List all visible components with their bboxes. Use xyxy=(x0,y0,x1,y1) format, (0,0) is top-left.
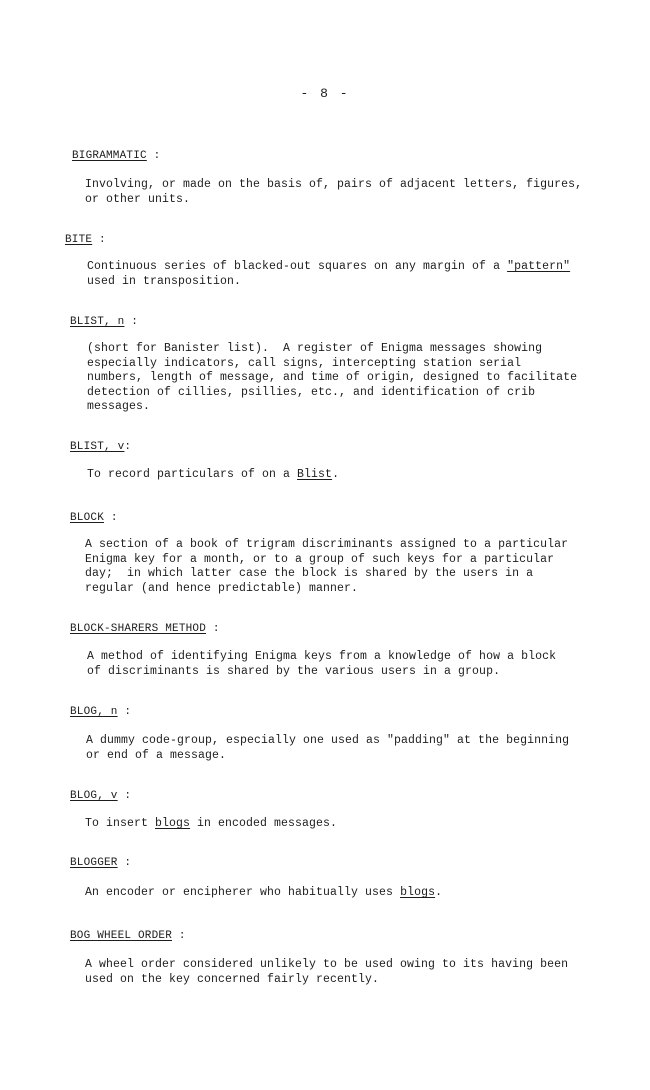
entry-headword: BLIST, v xyxy=(70,441,125,453)
page-number: - 8 - xyxy=(300,86,350,101)
definition-text: . xyxy=(332,468,340,481)
entry-separator: : xyxy=(206,623,220,635)
entry-headword: BOG WHEEL ORDER xyxy=(70,930,173,942)
entry-separator: : xyxy=(117,790,132,802)
entry-term xyxy=(70,441,131,453)
entry-definition xyxy=(87,468,597,483)
definition-text: A wheel order considered unlikely to be used owing to its having been used on the key concerned fairly recently. xyxy=(85,958,569,986)
entry-separator: : xyxy=(117,706,132,718)
entry-definition xyxy=(85,178,595,207)
definition-text: Continuous series of blacked-out squares on any margin of a xyxy=(87,260,508,273)
definition-text: An encoder or encipherer who habitually uses xyxy=(85,886,401,899)
entry-separator: : xyxy=(146,150,161,162)
entry-term xyxy=(70,623,220,635)
definition-text: To record particulars of on a xyxy=(87,468,298,481)
entry-headword: BLOG, v xyxy=(70,790,118,802)
entry-definition xyxy=(85,538,595,596)
entry-term xyxy=(70,930,186,942)
entry-separator: : xyxy=(92,234,106,246)
definition-text: A method of identifying Enigma keys from a knowledge of how a block of discriminants is shared by the various users in a group. xyxy=(87,650,557,678)
entry-headword: BLOGGER xyxy=(70,857,118,869)
entry-definition xyxy=(85,886,595,901)
definition-text: (short for Banister list). A register of Enigma messages showing especially indicators, call signs, intercepting station serial numbers, length of message, and time of origin, designed to facilitate detection of cillies, psillies, etc., and identification of crib messages. xyxy=(87,342,578,413)
entry-term xyxy=(70,790,131,802)
entry-term xyxy=(70,706,131,718)
cross-reference-term: blogs xyxy=(155,817,191,830)
definition-text: used in transposition. xyxy=(87,274,242,288)
entry-definition xyxy=(86,734,596,763)
entry-headword: BLOCK-SHARERS METHOD xyxy=(70,623,207,635)
definition-text: . xyxy=(435,886,443,899)
cross-reference-term: Blist xyxy=(297,468,333,481)
entry-headword: BLOG, n xyxy=(70,706,118,718)
entry-term xyxy=(70,316,138,328)
entry-separator: : xyxy=(104,512,118,524)
entry-definition xyxy=(87,260,597,289)
entry-separator: : xyxy=(124,316,139,328)
definition-text: To insert xyxy=(85,817,156,830)
entry-headword: BLOCK xyxy=(70,512,105,524)
entry-term xyxy=(70,857,131,869)
definition-text: in encoded messages. xyxy=(190,817,338,830)
definition-text: A section of a book of trigram discriminants assigned to a particular Enigma key for a month, or to a group of such keys for a particular day; in which latter case the block is shared by the users in a regular (and hence predictable) manner. xyxy=(85,538,569,595)
cross-reference-term: blogs xyxy=(400,886,436,899)
entry-definition xyxy=(87,650,597,679)
entry-separator: : xyxy=(124,441,132,453)
entry-definition xyxy=(85,958,595,987)
cross-reference-term: "pattern" xyxy=(507,260,571,273)
entry-separator: : xyxy=(117,857,132,869)
entry-headword: BITE xyxy=(65,234,93,246)
entry-term xyxy=(65,234,106,246)
definition-text: A dummy code-group, especially one used as "padding" at the beginning or end of a message. xyxy=(86,734,570,762)
entry-term xyxy=(70,512,118,524)
entry-headword: BLIST, n xyxy=(70,316,125,328)
entry-headword: BIGRAMMATIC xyxy=(72,150,147,162)
entry-term xyxy=(72,150,160,162)
entry-definition xyxy=(87,342,597,415)
entry-definition xyxy=(85,817,595,832)
entry-separator: : xyxy=(172,930,186,942)
definition-text: Involving, or made on the basis of, pairs of adjacent letters, figures, or other units. xyxy=(85,178,583,206)
